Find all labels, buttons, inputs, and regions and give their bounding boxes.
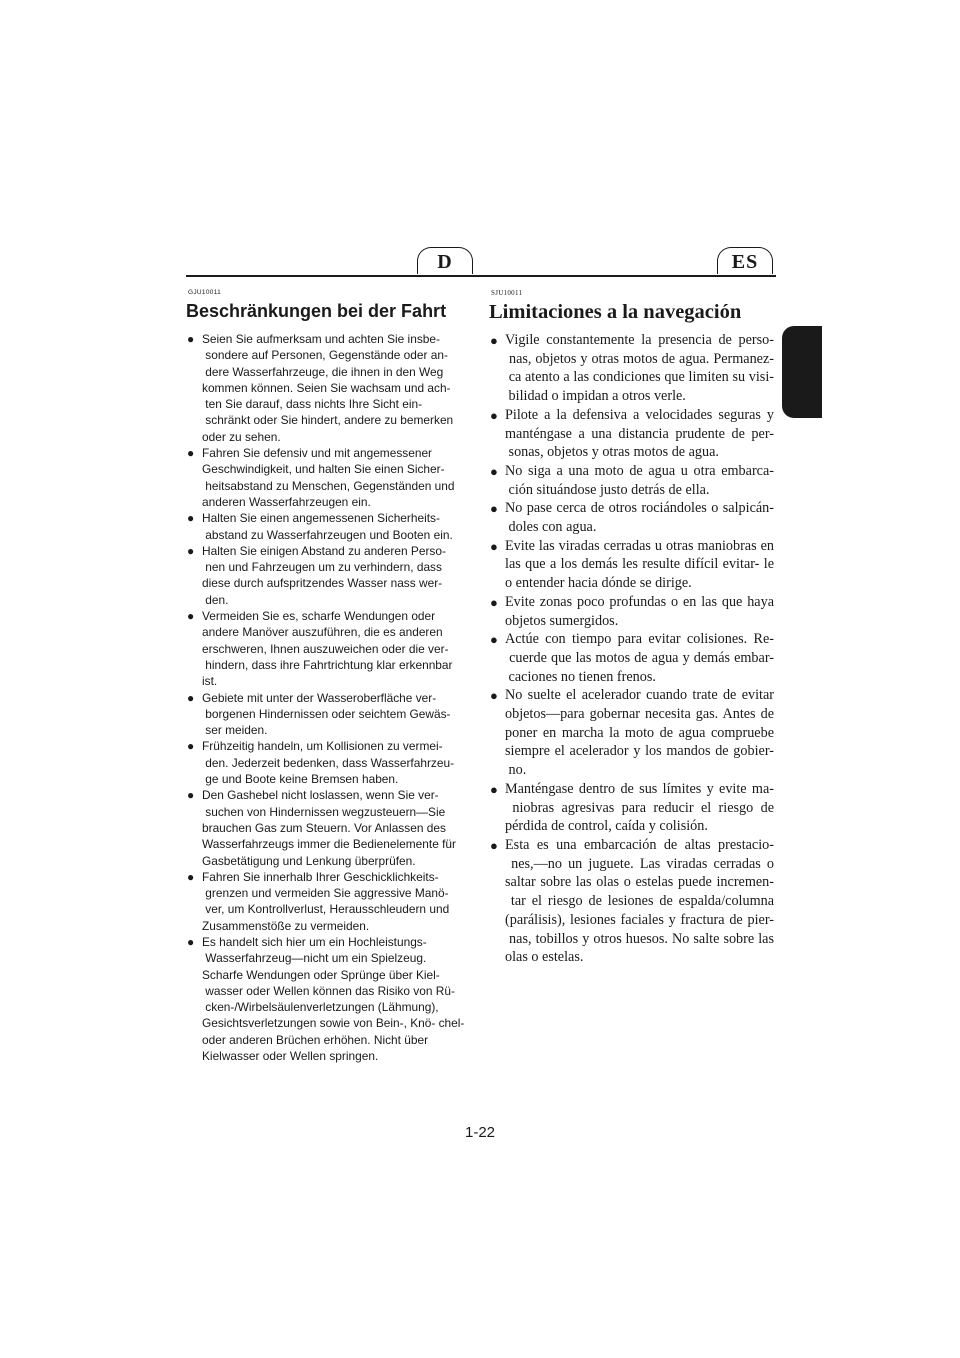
- list-item: ● Halten Sie einen angemessenen Sicherheits- abstand zu Wasserfahrzeugen und Booten ein.: [187, 511, 453, 542]
- bullet-icon: ●: [490, 781, 498, 797]
- language-tab-german: D: [417, 247, 473, 274]
- list-item: ● Fahren Sie innerhalb Ihrer Geschicklichkeits- grenzen und vermeiden Sie aggressive Manö- ver, um Kontrollverlust, Herausschleudern und Zusammenstöße zu vermeiden.: [187, 869, 450, 933]
- list-item: ● No pase cerca de otros rociándoles o salpicán- doles con agua.: [490, 500, 774, 536]
- list-item: ● No suelte el acelerador cuando trate de evitar objetos—para gobernar necesita gas. Antes de poner en marcha la moto de agua compruebe siempre el acelerador y los mandos de gobier- no.: [490, 687, 774, 779]
- bullet-icon: ●: [490, 837, 498, 853]
- list-item: ● Den Gashebel nicht loslassen, wenn Sie ver- suchen von Hindernissen wegzusteuern—Sie brauchen Gas zum Steuern. Vor Anlassen des Wasserfahrzeugs immer die Bedienelemente für Gasbetätigung und Lenkung überprüfen.: [187, 788, 456, 868]
- bullet-list: [489, 331, 774, 967]
- list-item: ● Es handelt sich hier um ein Hochleistungs- Wasserfahrzeug—nicht um ein Spielzeug. Scharfe Wendungen oder Sprünge über Kiel- wasser oder Wellen können das Risiko von Rü- cken-/Wirbelsäulenverletzungen (Lähmung), Gesichtsverletzungen sowie von Bein-, Knö- chel- oder anderen Brüchen erhöhen. Nicht über Kielwasser oder Wellen springen.: [187, 934, 465, 1064]
- list-item: ● Evite zonas poco profundas o en las que haya objetos sumergidos.: [490, 593, 774, 629]
- section-code: GJU10011: [188, 289, 221, 296]
- bullet-icon: ●: [187, 788, 195, 803]
- bullet-icon: ●: [490, 463, 498, 479]
- list-item: ● Vigile constantemente la presencia de perso- nas, objetos y otras motos de agua. Permanez- ca atento a las condiciones que limiten su visi- bilidad o impidan a otros verle.: [490, 332, 774, 405]
- bullet-icon: ●: [490, 333, 498, 348]
- list-item: ● No siga a una moto de agua u otra embarca- ción situándose justo detrás de ella.: [490, 462, 774, 498]
- bullet-icon: ●: [187, 511, 195, 526]
- bullet-icon: ●: [490, 538, 498, 554]
- list-item: ● Gebiete mit unter der Wasseroberfläche ver- borgenen Hindernissen oder seichtem Gewäs- ser meiden.: [187, 690, 451, 738]
- list-item: ● Evite las viradas cerradas u otras maniobras en las que a los demás les resulte difícil evitar- le o entender hacia dónde se dirige.: [490, 537, 774, 592]
- bullet-icon: ●: [187, 934, 195, 949]
- bullet-icon: ●: [490, 407, 498, 423]
- bullet-icon: ●: [490, 632, 498, 648]
- bullet-icon: ●: [187, 690, 195, 705]
- list-item: ● Vermeiden Sie es, scharfe Wendungen oder andere Manöver auszuführen, die es anderen erschweren, Ihnen auszuweichen oder die ver- hindern, dass ihre Fahrtrichtung klar erkennbar ist.: [187, 609, 453, 689]
- page-number: 1-22: [464, 1124, 496, 1141]
- bullet-icon: ●: [490, 688, 498, 704]
- german-column: [186, 289, 466, 1064]
- list-item: ● Fahren Sie defensiv und mit angemessener Geschwindigkeit, und halten Sie einen Sicher- heitsabstand zu Menschen, Gegenständen und anderen Wasserfahrzeugen ein.: [187, 446, 455, 509]
- list-item: ● Manténgase dentro de sus límites y evite ma- niobras agresivas para reducir el riesgo de pérdida de control, caída y colisión.: [490, 780, 774, 835]
- list-item: ● Pilote a la defensiva a velocidades seguras y manténgase a una distancia prudente de per- sonas, objetos y otras motos de agua.: [490, 406, 774, 461]
- list-item: ● Frühzeitig handeln, um Kollisionen zu vermei- den. Jederzeit bedenken, dass Wasserfahrzeu- ge und Boote keine Bremsen haben.: [187, 739, 455, 787]
- header-rule: [186, 275, 776, 277]
- bullet-icon: ●: [187, 609, 195, 624]
- section-code: SJU10011: [491, 289, 523, 297]
- bullet-icon: ●: [187, 332, 195, 346]
- spanish-column: [489, 289, 774, 967]
- bullet-icon: ●: [187, 446, 195, 461]
- section-title: Limitaciones a la navegación: [489, 301, 742, 323]
- bullet-list: [186, 331, 466, 1064]
- bullet-icon: ●: [187, 739, 195, 754]
- list-item: ● Halten Sie einigen Abstand zu anderen Perso- nen und Fahrzeugen um zu verhindern, dass diese durch aufspritzendes Wasser nass wer- den.: [187, 543, 446, 607]
- list-item: ● Actúe con tiempo para evitar colisiones. Re- cuerde que las motos de agua y demás embar- caciones no tienen frenos.: [490, 631, 774, 685]
- page-header: [186, 248, 776, 278]
- bullet-icon: ●: [490, 501, 498, 517]
- list-item: ● Esta es una embarcación de altas prestacio- nes,—no un juguete. Las viradas cerradas o saltar sobre las olas o estelas puede incremen- tar el riesgo de lesiones de espalda/columna (parálisis), lesiones faciales y fractura de pier- nas, tobillos y otros huesos. No salte sobre las olas o estelas.: [490, 836, 774, 966]
- bullet-icon: ●: [187, 869, 195, 884]
- section-title: Beschränkungen bei der Fahrt: [186, 301, 447, 321]
- list-item: ● Seien Sie aufmerksam und achten Sie insbe- sondere auf Personen, Gegenstände oder an- dere Wasserfahrzeuge, die ihnen in den Weg kommen können. Seien Sie wachsam und ach- ten Sie darauf, dass nichts Ihre Sicht ein- schränkt oder Sie hindert, andere zu bemerken oder zu sehen.: [187, 332, 454, 444]
- chapter-thumb-tab: [782, 326, 822, 418]
- language-tab-spanish: ES: [717, 247, 773, 274]
- bullet-icon: ●: [187, 543, 195, 558]
- bullet-icon: ●: [490, 594, 498, 610]
